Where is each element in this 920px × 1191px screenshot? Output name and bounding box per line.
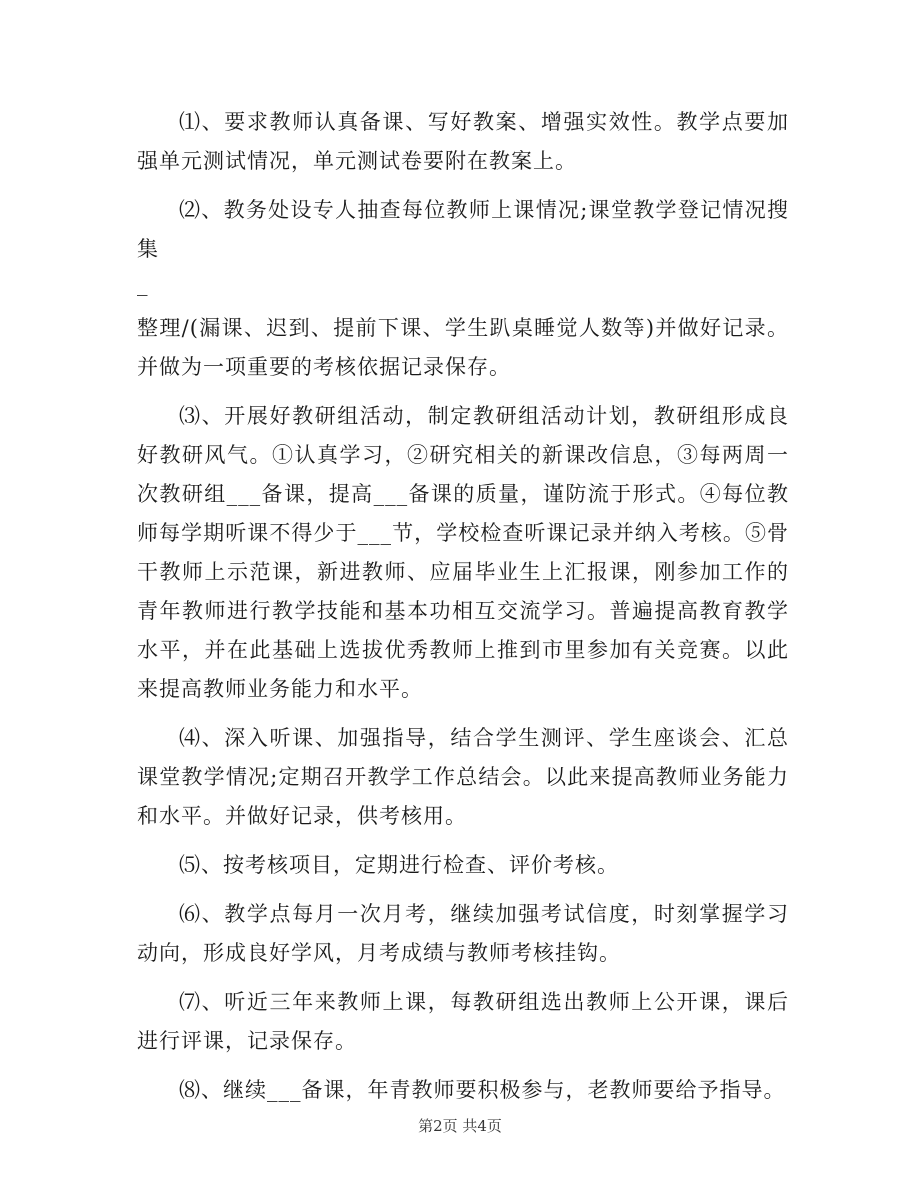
page-number-footer: 第2页 共4页 [418,1117,502,1135]
paragraph-5: ⑸、按考核项目，定期进行检查、评价考核。 [179,853,619,877]
document-body [137,103,789,1110]
paragraph-2-underscore: _ [137,272,149,296]
paragraph-2: ⑵、教务处设专人抽查每位教师上课情况;课堂教学登记情况搜集 [137,198,789,261]
paragraph-4: ⑷、深入听课、加强指导，结合学生测评、学生座谈会、汇总课堂教学情况;定期召开教学工作总结会。以此来提高教师业务能力和水平。并做好记录，供考核用。 [137,726,789,828]
paragraph-6: ⑹、教学点每月一次月考，继续加强考试信度，时刻掌握学习动向，形成良好学风，月考成绩与教师考核挂钩。 [137,902,789,965]
paragraph-1: ⑴、要求教师认真备课、写好教案、增强实效性。教学点要加强单元测试情况，单元测试卷要附在教案上。 [137,110,789,173]
paragraph-2-continued: 整理/(漏课、迟到、提前下课、学生趴桌睡觉人数等)并做好记录。并做为一项重要的考核依据记录保存。 [137,316,789,379]
paragraph-7: ⑺、听近三年来教师上课，每教研组选出教师上公开课，课后进行评课，记录保存。 [137,990,789,1053]
paragraph-8: ⑻、继续___备课，年青教师要积极参与，老教师要给予指导。 [179,1078,786,1102]
paragraph-3: ⑶、开展好教研组活动，制定教研组活动计划，教研组形成良好教研风气。①认真学习，②研究相关的新课改信息，③每两周一次教研组___备课，提高___备课的质量，谨防流于形式。④每位教师每学期听课不得少于___节，学校检查听课记录并纳入考核。⑤骨干教师上示范课，新进教师、应届毕业生上汇报课，刚参加工作的青年教师进行教学技能和基本功相互交流学习。普遍提高教育教学水平，并在此基础上选拔优秀教师上推到市里参加有关竞赛。以此来提高教师业务能力和水平。 [137,404,789,701]
